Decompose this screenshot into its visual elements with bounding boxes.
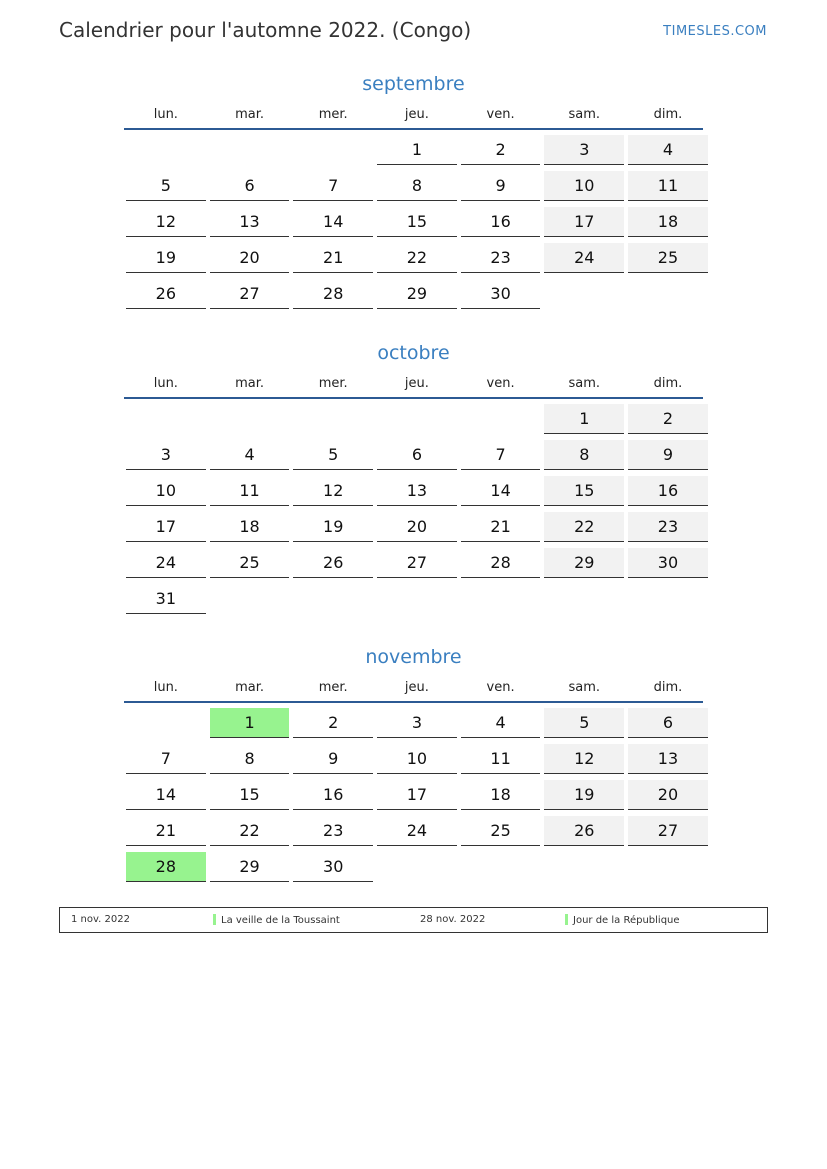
empty-day-cell <box>461 852 541 882</box>
week-row <box>124 135 703 171</box>
day-cell: 13 <box>628 744 708 774</box>
day-cell: 14 <box>293 207 373 237</box>
day-cell: 26 <box>293 548 373 578</box>
weekday-label: mar. <box>235 680 264 695</box>
day-cell: 7 <box>461 440 541 470</box>
weekday-label: jeu. <box>404 376 429 391</box>
page-title: Calendrier pour l'automne 2022. (Congo) <box>59 18 472 42</box>
day-cell: 7 <box>293 171 373 201</box>
weekday-label: lun. <box>153 376 178 391</box>
legend-holiday-name <box>565 914 680 926</box>
day-cell: 2 <box>628 404 708 434</box>
day-cell: 2 <box>293 708 373 738</box>
empty-day-cell <box>461 584 541 614</box>
day-cell: 26 <box>544 816 624 846</box>
week-row <box>124 816 703 852</box>
day-cell: 7 <box>126 744 206 774</box>
day-cell: 23 <box>461 243 541 273</box>
day-cell: 10 <box>126 476 206 506</box>
week-row <box>124 584 703 620</box>
day-cell: 22 <box>210 816 290 846</box>
empty-day-cell <box>628 584 708 614</box>
day-cell: 14 <box>461 476 541 506</box>
day-cell: 26 <box>126 279 206 309</box>
day-cell: 19 <box>544 780 624 810</box>
weekday-label: mer. <box>318 680 348 695</box>
weekday-label: ven. <box>486 680 515 695</box>
week-row <box>124 780 703 816</box>
day-cell: 6 <box>377 440 457 470</box>
empty-day-cell <box>628 279 708 309</box>
empty-day-cell <box>377 584 457 614</box>
weekday-label: sam. <box>568 107 601 122</box>
day-cell: 12 <box>126 207 206 237</box>
empty-day-cell <box>293 404 373 434</box>
empty-day-cell <box>544 584 624 614</box>
day-cell: 16 <box>293 780 373 810</box>
day-cell: 27 <box>628 816 708 846</box>
weekday-label: mer. <box>318 107 348 122</box>
day-cell: 12 <box>293 476 373 506</box>
day-cell: 3 <box>126 440 206 470</box>
day-cell: 2 <box>461 135 541 165</box>
day-cell: 18 <box>210 512 290 542</box>
empty-day-cell <box>628 852 708 882</box>
weekday-label: lun. <box>153 680 178 695</box>
day-cell: 24 <box>126 548 206 578</box>
day-cell: 22 <box>544 512 624 542</box>
day-cell: 21 <box>293 243 373 273</box>
day-cell: 6 <box>210 171 290 201</box>
week-row <box>124 440 703 476</box>
day-cell: 6 <box>628 708 708 738</box>
day-cell: 12 <box>544 744 624 774</box>
week-row <box>124 708 703 744</box>
day-cell: 29 <box>377 279 457 309</box>
day-cell: 15 <box>377 207 457 237</box>
week-row <box>124 512 703 548</box>
day-cell: 9 <box>293 744 373 774</box>
empty-day-cell <box>544 279 624 309</box>
day-cell: 17 <box>126 512 206 542</box>
weekday-label: dim. <box>653 376 683 391</box>
weekday-label: jeu. <box>404 680 429 695</box>
day-cell: 16 <box>461 207 541 237</box>
day-cell: 29 <box>210 852 290 882</box>
legend-holiday-label: La veille de la Toussaint <box>221 915 340 926</box>
day-cell: 23 <box>628 512 708 542</box>
weekday-label: ven. <box>486 376 515 391</box>
weekday-label: mar. <box>235 107 264 122</box>
day-cell: 13 <box>377 476 457 506</box>
holiday-color-swatch <box>213 914 216 925</box>
day-cell: 20 <box>377 512 457 542</box>
week-rows <box>124 135 703 315</box>
day-cell: 20 <box>210 243 290 273</box>
day-cell: 8 <box>210 744 290 774</box>
month-name: octobre <box>377 342 450 364</box>
legend-date: 1 nov. 2022 <box>71 914 130 925</box>
day-cell: 5 <box>126 171 206 201</box>
weekday-header <box>124 376 703 399</box>
holiday-day-cell: 28 <box>126 852 206 882</box>
weekday-label: dim. <box>653 107 683 122</box>
week-row <box>124 548 703 584</box>
empty-day-cell <box>126 404 206 434</box>
empty-day-cell <box>210 135 290 165</box>
week-row <box>124 171 703 207</box>
holiday-legend <box>59 907 768 933</box>
weekday-label: lun. <box>153 107 178 122</box>
day-cell: 18 <box>461 780 541 810</box>
weekday-label: jeu. <box>404 107 429 122</box>
day-cell: 15 <box>544 476 624 506</box>
day-cell: 24 <box>377 816 457 846</box>
week-rows <box>124 708 703 888</box>
day-cell: 31 <box>126 584 206 614</box>
day-cell: 23 <box>293 816 373 846</box>
day-cell: 10 <box>377 744 457 774</box>
day-cell: 17 <box>377 780 457 810</box>
holiday-color-swatch <box>565 914 568 925</box>
day-cell: 30 <box>293 852 373 882</box>
weekday-label: ven. <box>486 107 515 122</box>
week-rows <box>124 404 703 620</box>
weekday-label: mer. <box>318 376 348 391</box>
day-cell: 3 <box>544 135 624 165</box>
month-block-octobre <box>124 340 703 620</box>
week-row <box>124 279 703 315</box>
weekday-label: sam. <box>568 680 601 695</box>
brand-link[interactable]: TIMESLES.COM <box>663 24 767 39</box>
weekday-header <box>124 680 703 703</box>
day-cell: 14 <box>126 780 206 810</box>
day-cell: 11 <box>210 476 290 506</box>
day-cell: 24 <box>544 243 624 273</box>
day-cell: 21 <box>126 816 206 846</box>
legend-date: 28 nov. 2022 <box>420 914 486 925</box>
week-row <box>124 207 703 243</box>
holiday-day-cell: 1 <box>210 708 290 738</box>
week-row <box>124 852 703 888</box>
day-cell: 21 <box>461 512 541 542</box>
day-cell: 3 <box>377 708 457 738</box>
day-cell: 28 <box>293 279 373 309</box>
week-row <box>124 744 703 780</box>
day-cell: 27 <box>210 279 290 309</box>
day-cell: 1 <box>544 404 624 434</box>
empty-day-cell <box>126 135 206 165</box>
day-cell: 13 <box>210 207 290 237</box>
week-row <box>124 243 703 279</box>
day-cell: 4 <box>461 708 541 738</box>
day-cell: 4 <box>210 440 290 470</box>
day-cell: 4 <box>628 135 708 165</box>
empty-day-cell <box>210 584 290 614</box>
day-cell: 19 <box>293 512 373 542</box>
weekday-label: dim. <box>653 680 683 695</box>
month-name: novembre <box>365 646 462 668</box>
day-cell: 25 <box>210 548 290 578</box>
weekday-label: mar. <box>235 376 264 391</box>
day-cell: 5 <box>293 440 373 470</box>
empty-day-cell <box>210 404 290 434</box>
day-cell: 11 <box>461 744 541 774</box>
day-cell: 10 <box>544 171 624 201</box>
weekday-header <box>124 107 703 130</box>
day-cell: 8 <box>377 171 457 201</box>
day-cell: 25 <box>461 816 541 846</box>
month-block-septembre <box>124 71 703 315</box>
empty-day-cell <box>293 584 373 614</box>
empty-day-cell <box>461 404 541 434</box>
weekday-label: sam. <box>568 376 601 391</box>
week-row <box>124 404 703 440</box>
day-cell: 9 <box>461 171 541 201</box>
empty-day-cell <box>293 135 373 165</box>
month-name: septembre <box>362 73 465 95</box>
day-cell: 9 <box>628 440 708 470</box>
day-cell: 20 <box>628 780 708 810</box>
day-cell: 25 <box>628 243 708 273</box>
day-cell: 19 <box>126 243 206 273</box>
day-cell: 16 <box>628 476 708 506</box>
day-cell: 22 <box>377 243 457 273</box>
month-block-novembre <box>124 644 703 888</box>
legend-holiday-label: Jour de la République <box>573 915 680 926</box>
empty-day-cell <box>544 852 624 882</box>
day-cell: 27 <box>377 548 457 578</box>
day-cell: 30 <box>628 548 708 578</box>
day-cell: 1 <box>377 135 457 165</box>
day-cell: 18 <box>628 207 708 237</box>
day-cell: 30 <box>461 279 541 309</box>
empty-day-cell <box>126 708 206 738</box>
day-cell: 5 <box>544 708 624 738</box>
day-cell: 28 <box>461 548 541 578</box>
day-cell: 8 <box>544 440 624 470</box>
empty-day-cell <box>377 404 457 434</box>
empty-day-cell <box>377 852 457 882</box>
day-cell: 17 <box>544 207 624 237</box>
day-cell: 15 <box>210 780 290 810</box>
day-cell: 29 <box>544 548 624 578</box>
day-cell: 11 <box>628 171 708 201</box>
week-row <box>124 476 703 512</box>
legend-holiday-name <box>213 914 340 926</box>
